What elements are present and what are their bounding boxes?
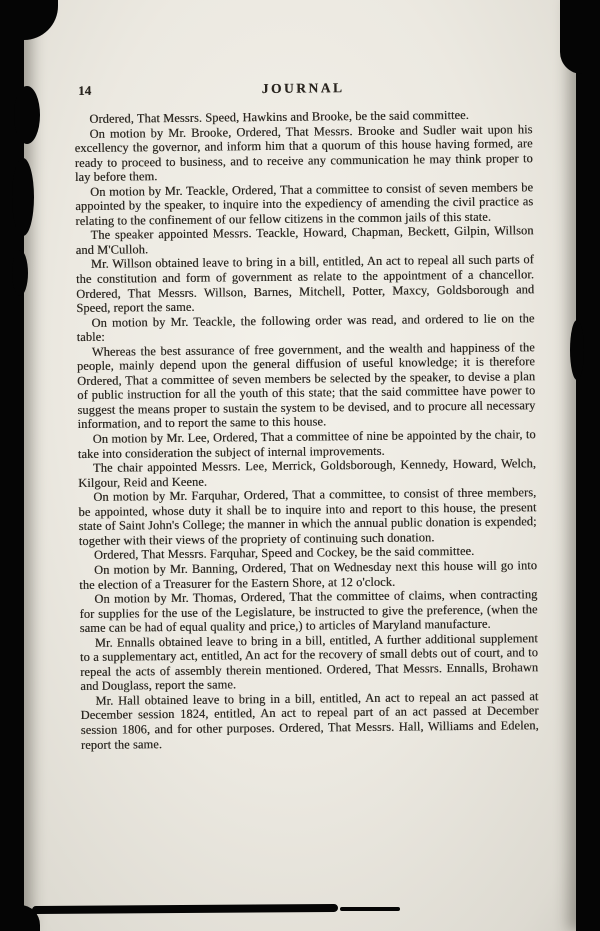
page-header <box>74 79 532 104</box>
page-number: 14 <box>77 82 92 98</box>
page-content <box>74 79 539 752</box>
paragraph: The speaker appointed Messrs. Teackle, Howard, Chapman, Beckett, Gilpin, Willson and M'Culloh. <box>75 223 534 257</box>
ink-blob <box>12 250 28 296</box>
paragraph: On motion by Mr. Brooke, Ordered, That Messrs. Brooke and Sudler wait upon his excellency the governor, and inform him that a quorum of this house having formed, are ready to proceed to business, and to receive any communication he may think proper to lay before them. <box>74 121 533 185</box>
ink-blob <box>14 86 40 144</box>
paragraph: The chair appointed Messrs. Lee, Merrick, Goldsborough, Kennedy, Howard, Welch, Kilgour, Reid and Keene. <box>78 456 537 490</box>
ink-blob <box>12 158 34 236</box>
paragraph: Ordered, That Messrs. Speed, Hawkins and Brooke, be the said committee. <box>89 107 469 126</box>
scan-corner-top-right <box>560 0 600 74</box>
paragraph: Ordered, That Messrs. Farquhar, Speed and Cockey, be the said committee. <box>93 544 475 563</box>
paragraph: On motion by Mr. Teackle, the following order was read, and ordered to lie on the table: <box>76 310 535 345</box>
page-title: JOURNAL <box>261 80 345 97</box>
paragraph: On motion by Mr. Lee, Ordered, That a committee of nine be appointed by the chair, to take into consideration the subject of internal improvements. <box>77 427 536 461</box>
paragraph: Mr. Ennalls obtained leave to bring in a bill, entitled, A further additional supplement to a supplementary act, entitled, An act for the recovery of small debts out of court, and to repeal the acts of assembly therein mentioned. Ordered, That Messrs. Ennalls, Brohawn and Douglass, report the same. <box>79 630 539 694</box>
paragraph: Whereas the best assurance of free government, and the wealth and happiness of the people, mainly depend upon the general diffusion of useful knowledge; it is therefore Ordered, That a committee of seven members be selected by the speaker, to devise a plan of public instruction for all the youth of this state; that the said committee have power to suggest the means proper to sustain the system to be devised, and to procure all necessary information, and to report the same to this house. <box>76 339 536 432</box>
paragraph: On motion by Mr. Banning, Ordered, That on Wednesday next this house will go into the election of a Treasurer for the Eastern Shore, at 12 o'clock. <box>79 558 538 592</box>
paragraph: Mr. Willson obtained leave to bring in a bill, entitled, An act to repeal all such parts of the constitution and form of government as relate to the appointment of a chancellor. Ordered, That Messrs. Willson, Barnes, Mitchell, Potter, Maxcy, Goldsborough and Speed, report the same. <box>75 252 535 316</box>
scan-bottom-mark <box>340 907 400 911</box>
paragraph: On motion by Mr. Thomas, Ordered, That the committee of claims, when contracting for supplies for the use of the Legislature, be instructed to give the preference, (when the same can be had of equal quality and price,) to articles of Maryland manufacture. <box>79 587 538 636</box>
paragraph: On motion by Mr. Teackle, Ordered, That a committee to consist of seven members be appointed by the speaker, to inquire into the expediency of amending the civil practice as relating to the confinement of our fellow citizens in the common jails of this state. <box>75 179 534 228</box>
paragraph: On motion by Mr. Farquhar, Ordered, That a committee, to consist of three members, be appointed, whose duty it shall be to inquire into and report to this house, the present state of Saint John's College; the manner in which the annual public donation is expended; together with their views of the propriety of continuing such donation. <box>78 485 537 548</box>
paragraph: Mr. Hall obtained leave to bring in a bill, entitled, An act to repeal an act passed at December session 1824, entitled, An act to repeal part of an act passed at December session 1806, and for other purposes. Ordered, That Messrs. Hall, Williams and Edelen, report the same. <box>80 689 539 752</box>
ink-blob <box>570 320 584 380</box>
scan-edge-right <box>576 0 600 931</box>
scan-corner-top-left <box>0 0 58 40</box>
scan-bottom-mark <box>32 904 338 914</box>
